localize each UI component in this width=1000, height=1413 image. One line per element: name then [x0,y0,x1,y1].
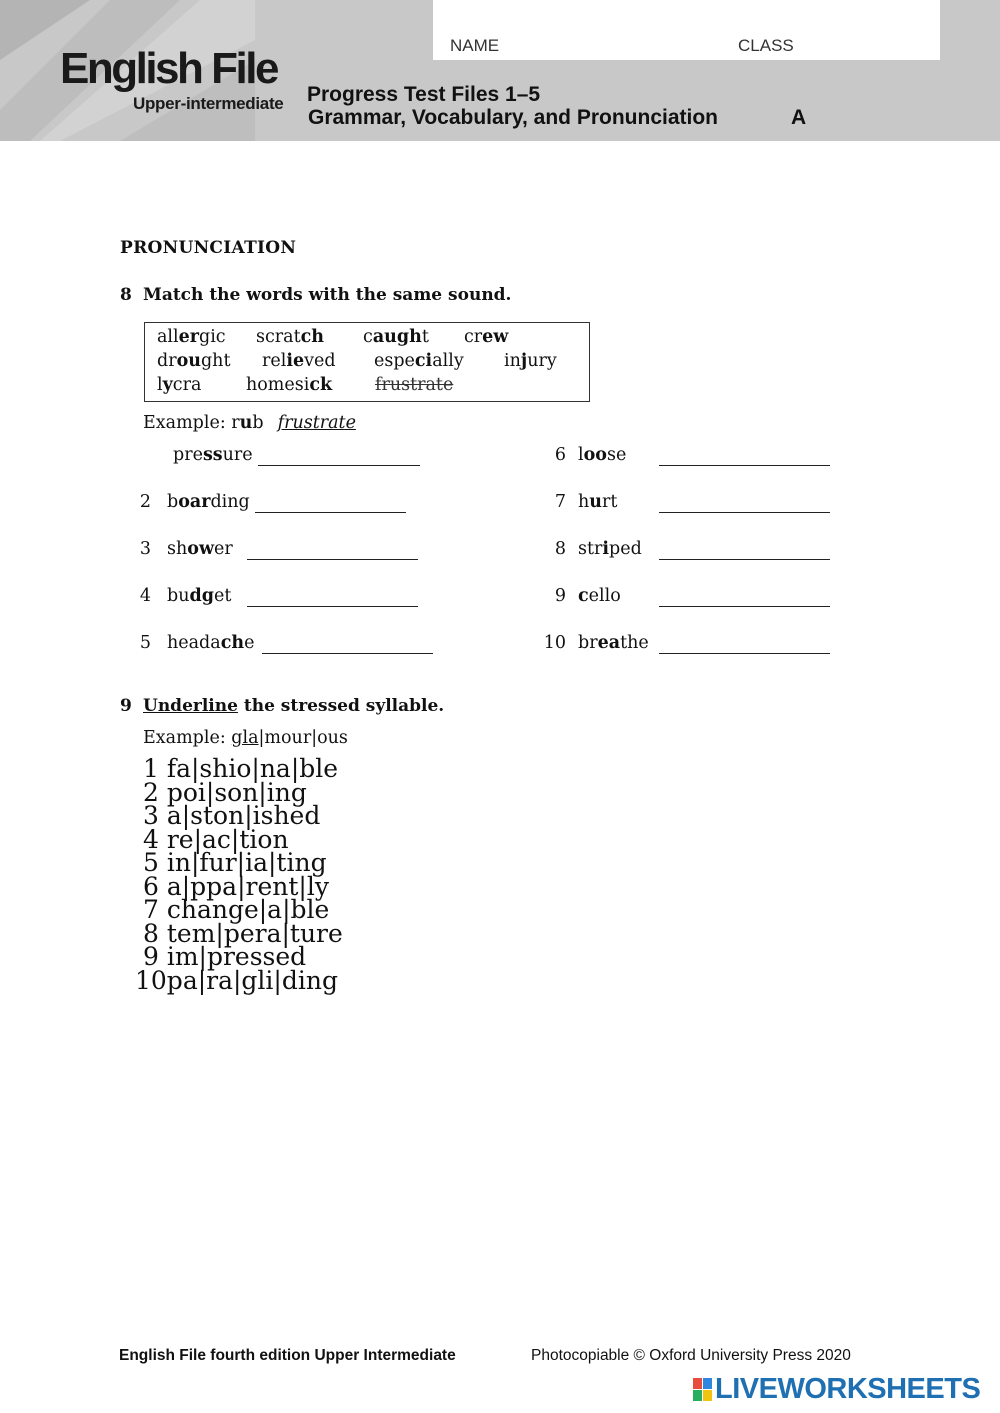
answer-blank[interactable] [247,559,418,560]
box-word: especially [374,351,464,371]
answer-blank[interactable] [258,465,420,466]
box-word-crossed-out: frustrate [375,375,454,395]
syllable-item[interactable]: 4 re|ac|tion [143,825,289,854]
match-item: 3 shower [143,539,423,563]
instruction-underline-word: Underline [143,696,238,716]
syllable-item[interactable]: 1 fa|shio|na|ble [143,754,339,783]
box-word: crew [464,327,509,347]
section-heading: PRONUNCIATION [120,238,297,258]
answer-blank[interactable] [262,653,433,654]
q9-example: Example: gla|mour|ous [143,728,348,748]
syllable-item[interactable]: 7 change|a|ble [143,895,330,924]
answer-blank[interactable] [659,653,830,654]
answer-blank[interactable] [255,512,406,513]
syllable-item[interactable]: 10pa|ra|gli|ding [135,966,338,995]
logo-title: English File [60,44,277,93]
match-item: 6 loose [540,445,840,469]
class-label: CLASS [738,36,794,55]
answer-blank[interactable] [247,606,418,607]
match-item: 4 budget [143,586,423,610]
box-word: homesick [246,375,333,395]
match-item: 9 cello [540,586,840,610]
question-instruction: the stressed syllable. [237,696,445,716]
syllable-item[interactable]: 2 poi|son|ing [143,778,307,807]
syllable-item[interactable]: 6 a|ppa|rent|ly [143,872,329,901]
match-item: 10 breathe [540,633,840,657]
q8-example: Example: rub frustrate [143,413,356,433]
name-label: NAME [450,36,500,55]
match-item: pressure [143,445,423,469]
question-9-title [120,696,444,716]
answer-blank[interactable] [659,465,830,466]
question-instruction: Match the words with the same sound. [143,285,512,305]
box-word: injury [504,351,557,371]
liveworksheets-logo[interactable] [693,1373,980,1406]
match-item: 2 boarding [143,492,423,516]
liveworksheets-icon [693,1378,712,1401]
stressed-syllable: gla [231,728,259,748]
question-8-title [120,285,511,305]
test-subtitle: Grammar, Vocabulary, and Pronunciation [308,106,718,129]
test-version: A [791,106,807,129]
box-word: scratch [256,327,325,347]
syllable-item[interactable]: 9 im|pressed [143,942,307,971]
answer-blank[interactable] [659,559,830,560]
box-word: lycra [157,375,202,395]
match-item: 5 headаche [143,633,443,657]
brand-text: LIVEWORKSHEETS [715,1373,981,1405]
box-word: allergic [157,327,226,347]
match-item: 8 striped [540,539,840,563]
question-number: 8 [120,285,132,305]
box-word: relieved [262,351,336,371]
footer-edition: English File fourth edition Upper Intermediate [119,1347,456,1364]
box-word: caught [363,327,429,347]
question-number: 9 [120,696,132,716]
syllable-item[interactable]: 8 tem|pera|ture [143,919,343,948]
syllable-item[interactable]: 3 a|ston|ished [143,801,321,830]
box-word: drought [157,351,231,371]
match-item: 7 hurt [540,492,840,516]
answer-blank[interactable] [659,512,830,513]
name-class-box [433,0,940,60]
word-box [144,322,590,402]
example-answer: frustrate [277,413,356,433]
test-title: Progress Test Files 1–5 [307,83,541,106]
header-banner [0,0,1000,141]
logo-subtitle: Upper-intermediate [133,94,284,113]
answer-blank[interactable] [659,606,830,607]
footer-copyright: Photocopiable © Oxford University Press 2020 [531,1347,851,1364]
syllable-item[interactable]: 5 in|fur|ia|ting [143,848,327,877]
